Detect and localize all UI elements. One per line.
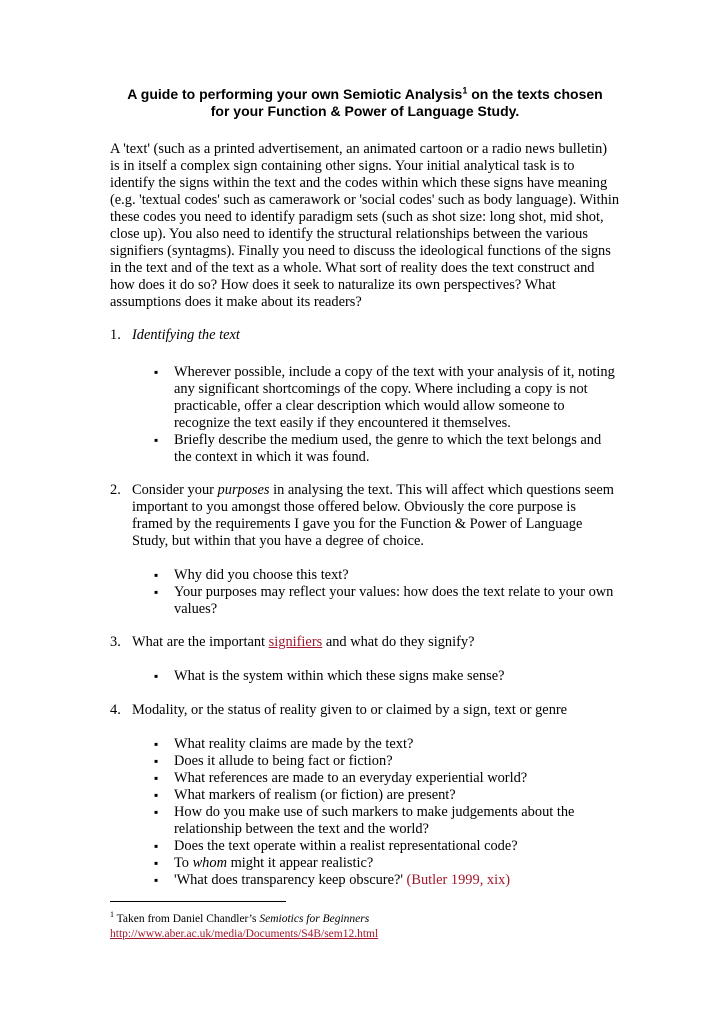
list-item: ▪ Wherever possible, include a copy of the text with your analysis of it, noting any significant shortcomings of the copy. Where including a copy is not practicable, offer a clear description which would allow someone to recognize the text easily if they encountered it themselves. [154,364,620,432]
section-4 [110,702,620,719]
title-line2: for your Function & Power of Language Study. [210,103,520,119]
title-line1-end: on the texts chosen [467,86,603,102]
section-heading: Identifying the text [132,327,240,343]
section-number: 4. [110,702,121,718]
footnote-source: $^1$ Taken from Daniel Chandler’s Semiotics for Beginners [110,910,370,925]
section-text: Modality, or the status of reality given to or claimed by a sign, text or genre [132,702,568,718]
section-number: 3. [110,634,121,650]
section-4-bullets [110,736,620,889]
list-item: ▪ What markers of realism (or fiction) are present? [154,787,620,804]
list-item: ▪ Briefly describe the medium used, the genre to which the text belongs and the context in which it was found. [154,432,620,466]
list-item: ▪ Why did you choose this text? [154,567,620,584]
signifiers-link[interactable]: signifiers [268,634,323,650]
section-text: Consider your purposes in analysing the text. This will affect which questions seem important to you amongst those offered below. Obviously the core purpose is framed by the requirements I gave you for the Function & Power of Language Study, but within that you have a degree of choice. [132,482,614,549]
intro-paragraph: A 'text' (such as a printed advertisement, an animated cartoon or a radio news bulletin) is in itself a complex sign containing other signs. Your initial analytical task is to identify the signs within the text and the codes within which these signs have meaning (e.g. 'textual codes' such as camerawork or 'social codes' such as body language). Within these codes you need to identify paradigm sets (such as shot size: long shot, mid shot, close up). You also need to identify the structural relationships between the various signifiers (syntagms). Finally you need to discuss the ideological functions of the signs in the text and of the text as a whole. What sort of reality does the text construct and how does it do so? How does it seek to naturalize its own perspectives? What assumptions does it make about its readers? [110,141,620,310]
document-page [110,86,620,889]
section-number: 2. [110,482,121,498]
list-item: ▪ What reality claims are made by the text? [154,736,620,753]
list-item: ▪ Does it allude to being fact or fiction? [154,753,620,770]
butler-citation-link[interactable]: (Butler 1999, xix) [406,872,511,888]
section-number: 1. [110,327,121,343]
list-item: ▪ How do you make use of such markers to make judgements about the relationship between the text and the world? [154,804,620,838]
section-1-bullets [110,364,620,466]
footnote-divider [110,901,286,902]
list-item: ▪ Does the text operate within a realist representational code? [154,838,620,855]
list-item: ▪ 'What does transparency keep obscure?' (Butler 1999, xix) [154,872,620,889]
section-text: What are the important signifiers and what do they signify? [132,634,475,650]
footnote [110,907,620,942]
section-1 [110,327,620,344]
section-2-bullets [110,567,620,618]
list-item: ▪ Your purposes may reflect your values: how does the text relate to your own values? [154,584,620,618]
section-3-bullets [110,668,620,685]
footnote-ref[interactable]: 1 [462,85,468,96]
list-item: ▪ What references are made to an everyday experiential world? [154,770,620,787]
title-line1: A guide to performing your own Semiotic Analysis [127,86,463,102]
page-title [110,86,620,120]
list-item: ▪ To whom might it appear realistic? [154,855,620,872]
section-2 [110,482,620,550]
list-item: ▪ What is the system within which these signs make sense? [154,668,620,685]
footnote-url-link[interactable]: http://www.aber.ac.uk/media/Documents/S4B/sem12.html [110,927,379,940]
section-3 [110,634,620,651]
